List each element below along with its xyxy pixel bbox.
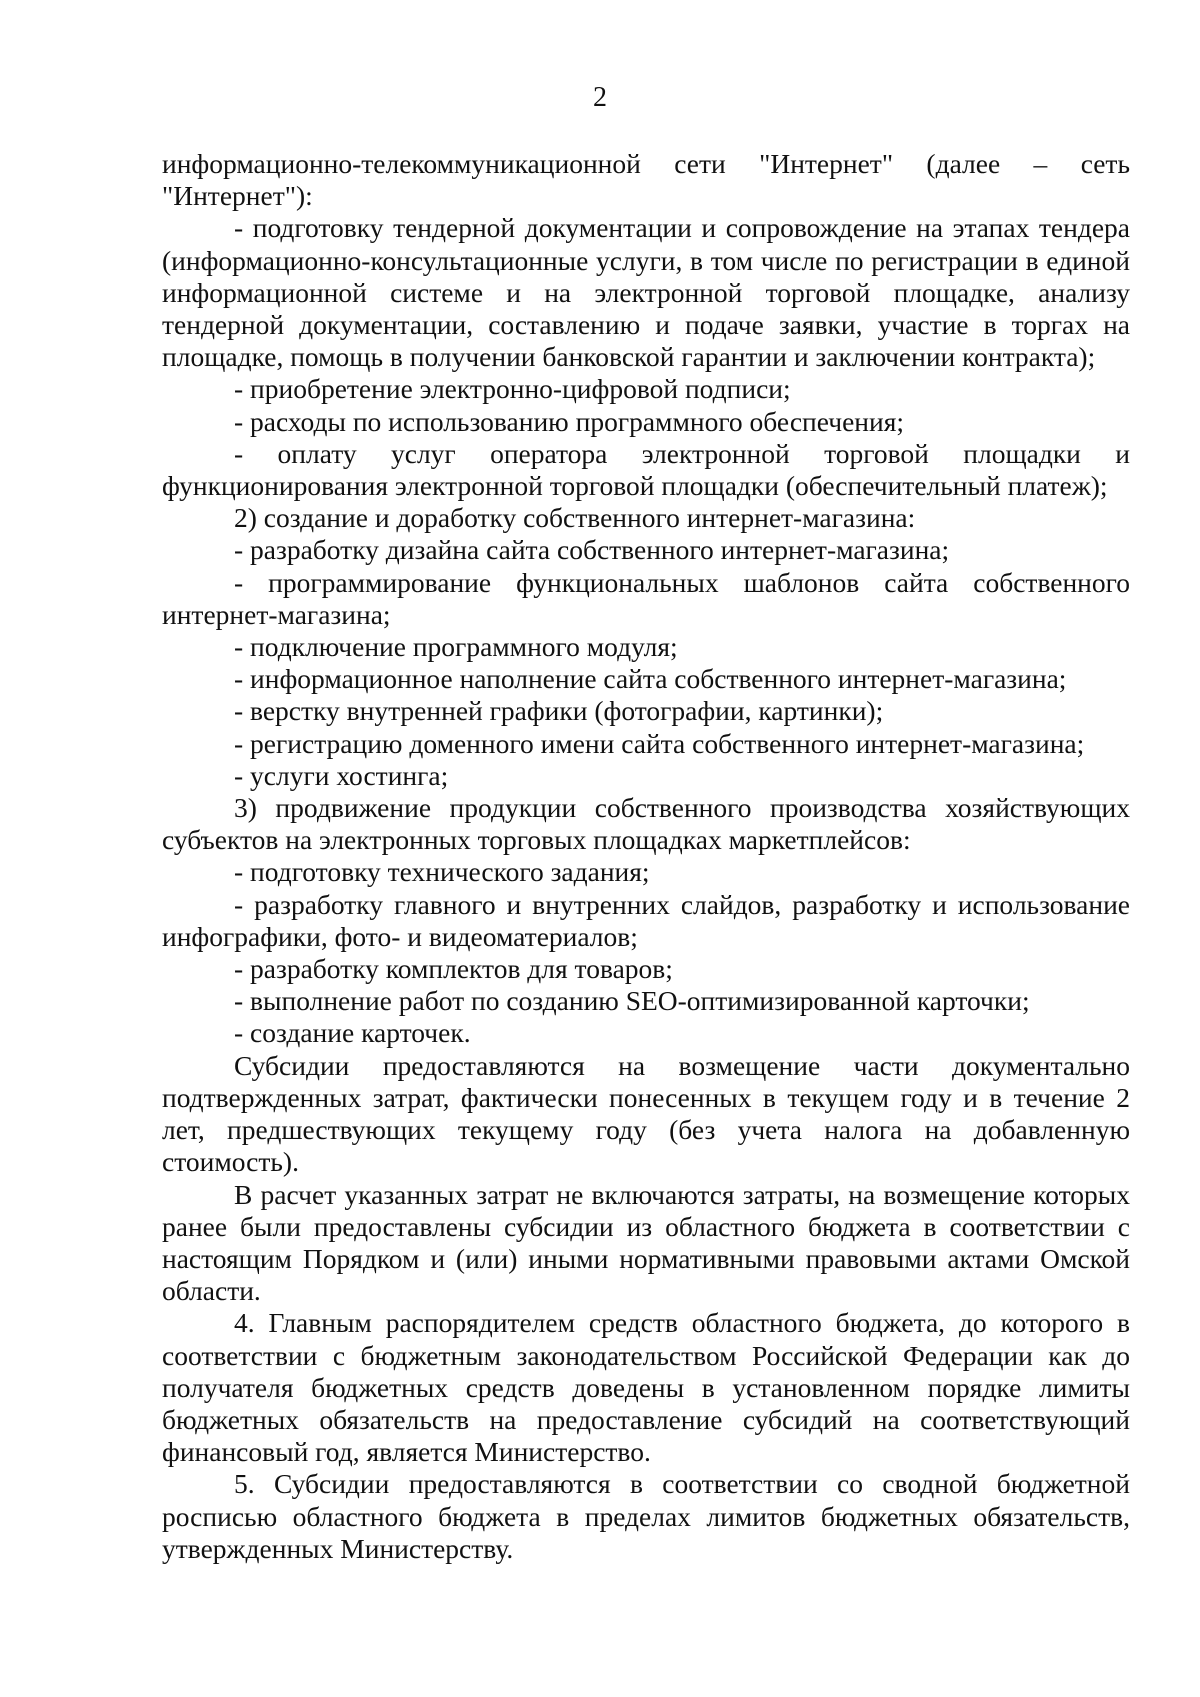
paragraph-10: - информационное наполнение сайта собственного интернет-магазина;	[234, 663, 1067, 695]
paragraph-5: - оплату услуг оператора электронной торговой площадки и функционирования электронной торговой площадки (обеспечительный платеж);	[162, 437, 1130, 502]
paragraph-12: - регистрацию доменного имени сайта собственного интернет-магазина;	[234, 727, 1085, 759]
page-number: 2	[593, 82, 607, 113]
paragraph-4: - расходы по использованию программного обеспечения;	[234, 405, 905, 437]
paragraph-1: информационно-телекоммуникационной сети "Интернет" (далее – сеть "Интернет"):	[162, 148, 1130, 212]
paragraph-7: - разработку дизайна сайта собственного интернет-магазина;	[234, 534, 950, 566]
paragraph-21: В расчет указанных затрат не включаются затраты, на возмещение которых ранее были предоставлены субсидии из областного бюджета в соответствии с настоящим Порядком и (или) иными нормативными правовыми актами Омской области.	[162, 1178, 1130, 1307]
paragraph-9: - подключение программного модуля;	[234, 631, 678, 663]
paragraph-6: 2) создание и доработку собственного интернет-магазина:	[234, 502, 916, 534]
paragraph-15: - подготовку технического задания;	[234, 856, 650, 888]
document-body	[162, 148, 1130, 1565]
paragraph-17: - разработку комплектов для товаров;	[234, 953, 673, 985]
paragraph-14: 3) продвижение продукции собственного производства хозяйствующих субъектов на электронных торговых площадках маркетплейсов:	[162, 792, 1130, 856]
paragraph-2: - подготовку тендерной документации и сопровождение на этапах тендера (информационно-консультационные услуги, в том числе по регистрации в единой информационной системе и на электронной торговой площадке, анализу тендерной документации, составлению и подаче заявки, участие в торгах на площадке, помощь в получении банковской гарантии и заключении контракта);	[162, 212, 1130, 373]
paragraph-22: 4. Главным распорядителем средств областного бюджета, до которого в соответствии с бюджетным законодательством Российской Федерации как до получателя бюджетных средств доведены в установленном порядке лимиты бюджетных обязательств на предоставление субсидий на соответствующий финансовый год, является Министерство.	[162, 1307, 1130, 1468]
paragraph-20: Субсидии предоставляются на возмещение части документально подтвержденных затрат, фактически понесенных в текущем году и в течение 2 лет, предшествующих текущему году (без учета налога на добавленную стоимость).	[162, 1049, 1130, 1178]
paragraph-16: - разработку главного и внутренних слайдов, разработку и использование инфографики, фото- и видеоматериалов;	[162, 888, 1130, 952]
paragraph-11: - верстку внутренней графики (фотографии, картинки);	[234, 695, 884, 727]
paragraph-8: - программирование функциональных шаблонов сайта собственного интернет-магазина;	[162, 566, 1130, 630]
paragraph-19: - создание карточек.	[234, 1017, 471, 1049]
paragraph-18: - выполнение работ по созданию SEO-оптимизированной карточки;	[234, 985, 1030, 1017]
paragraph-23: 5. Субсидии предоставляются в соответствии со сводной бюджетной росписью областного бюджета в пределах лимитов бюджетных обязательств, утвержденных Министерству.	[162, 1468, 1130, 1564]
paragraph-13: - услуги хостинга;	[234, 759, 449, 791]
paragraph-3: - приобретение электронно-цифровой подписи;	[234, 373, 791, 405]
